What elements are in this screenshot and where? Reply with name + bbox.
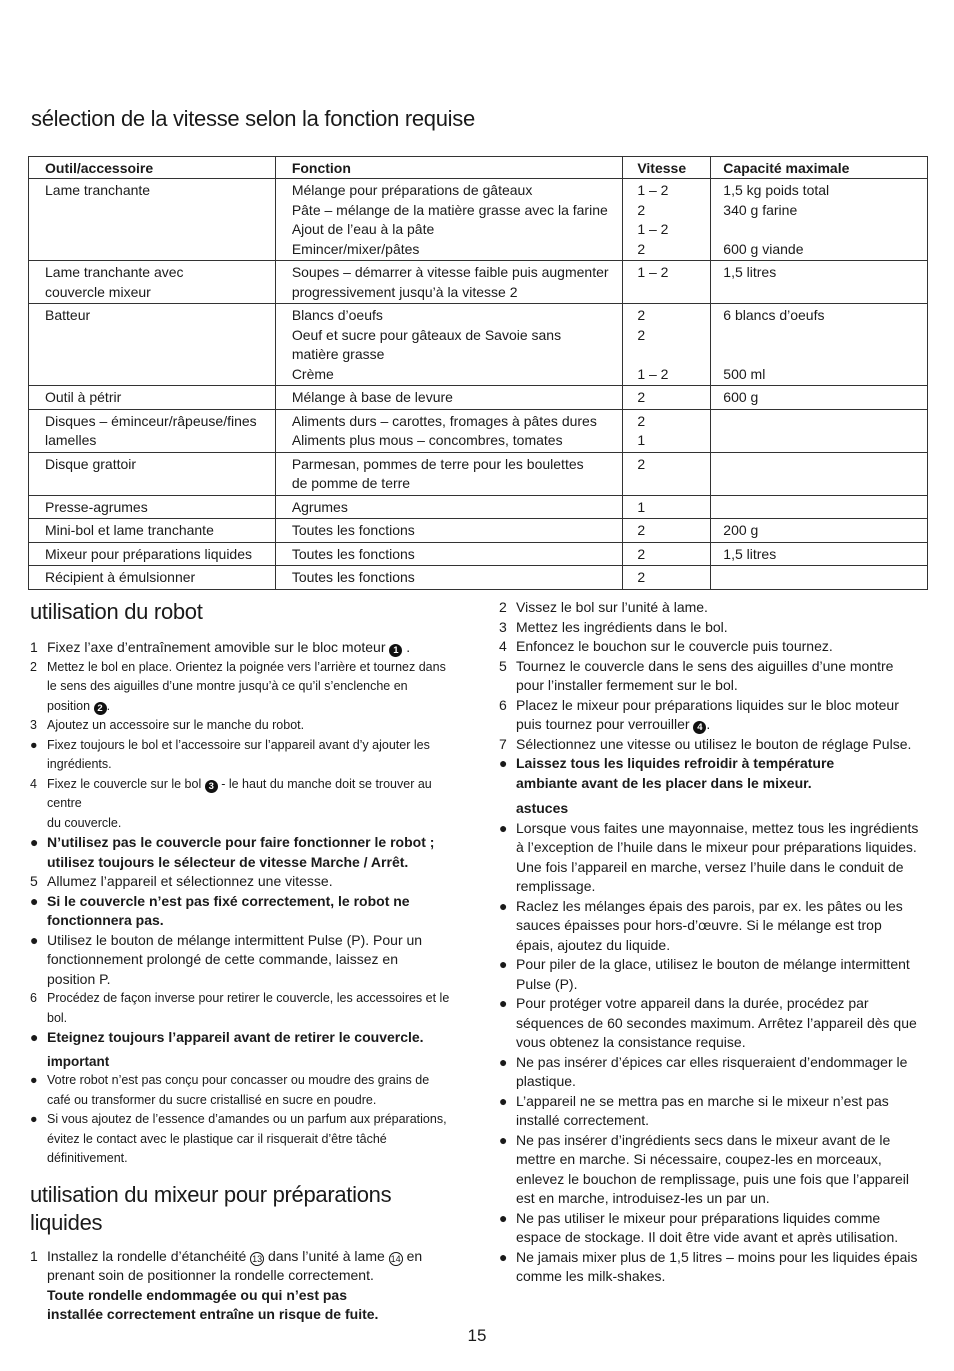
robot-bullet-1 xyxy=(30,736,455,775)
cell-line: 340 g farine xyxy=(723,201,798,218)
step-number: 3 xyxy=(499,618,507,635)
step-text-tail: . xyxy=(706,716,711,732)
cell-line: Presse-agrumes xyxy=(45,498,148,515)
table-cell-function xyxy=(275,519,623,543)
tip-line: vous obtenez la consistance requise. xyxy=(516,1034,746,1050)
robot-bullet-7 xyxy=(30,1110,455,1169)
cell-line: matière grasse xyxy=(291,346,385,362)
robot-step-1 xyxy=(30,638,455,658)
tip-line: à l’exception de l’huile dans le mixeur pour préparations liquides. xyxy=(516,839,917,855)
bullet-line: utilisez toujours le sélecteur de vitesse Marche / Arrêt. xyxy=(47,853,409,870)
tips-list xyxy=(499,819,929,1287)
tip-line: Ne pas insérer d’ingrédients secs dans le mixeur avant de le xyxy=(516,1131,891,1148)
table-cell-tool xyxy=(29,386,276,410)
bullet-icon: ● xyxy=(499,1092,508,1109)
robot-step-4 xyxy=(30,775,455,834)
table-row xyxy=(29,261,928,304)
blender-step-6 xyxy=(499,696,929,735)
step-line: Placez le mixeur pour préparations liquides sur le bloc moteur xyxy=(516,696,899,713)
cell-line xyxy=(723,412,915,432)
blender-step-2 xyxy=(499,598,929,618)
step-number: 4 xyxy=(30,776,37,791)
tip-line: Ne pas utiliser le mixeur pour préparations liquides comme xyxy=(516,1209,881,1226)
step-text: dans l’unité à lame xyxy=(268,1247,385,1264)
ref-number-icon: 3 xyxy=(205,780,218,793)
bullet-line: fonctionnera pas. xyxy=(47,912,164,928)
cell-line: Pâte – mélange de la matière grasse avec la farine xyxy=(291,201,608,218)
step-number: 1 xyxy=(30,639,38,655)
step-number: 4 xyxy=(499,638,507,654)
cell-line: Toutes les fonctions xyxy=(291,522,415,538)
tip-line: enlevez le bouchon de remplissage, puis une fois que l’appareil xyxy=(516,1170,910,1187)
heading-line: utilisation du mixeur pour préparations xyxy=(30,1181,392,1207)
table-cell-tool xyxy=(29,519,276,543)
tip-item xyxy=(499,1209,929,1248)
tip-line: installé correctement. xyxy=(516,1112,650,1128)
step-text: Ajoutez un accessoire sur le manche du robot. xyxy=(47,718,305,732)
table-cell-capacity xyxy=(711,566,928,590)
step-line: pour l’installer fermement sur le bol. xyxy=(516,677,738,693)
cell-line: 2 xyxy=(637,389,646,405)
cell-line xyxy=(723,345,915,365)
step-number: 3 xyxy=(30,718,37,732)
right-column xyxy=(499,598,929,1287)
bullet-line: définitivement. xyxy=(47,1151,128,1165)
step-text: Allumez l’appareil et sélectionnez une vitesse. xyxy=(47,873,333,889)
robot-step-2 xyxy=(30,658,455,717)
speed-table xyxy=(28,156,928,590)
tip-item xyxy=(499,819,929,897)
cell-line: 1,5 litres xyxy=(723,264,777,280)
tip-line: Ne pas insérer d’épices car elles risqueraient d’endommager le xyxy=(516,1053,908,1070)
step-text: Vissez le bol sur l’unité à lame. xyxy=(516,599,708,615)
table-cell-capacity xyxy=(711,386,928,410)
step-text: Fixez le couvercle sur le bol xyxy=(47,776,202,791)
tip-line: Ne jamais mixer plus de 1,5 litres – moins pour les liquides épais xyxy=(516,1248,918,1265)
table-cell-function xyxy=(275,179,623,261)
cell-line: 2 xyxy=(637,307,646,323)
cell-line xyxy=(723,568,915,588)
tip-line: comme les milk-shakes. xyxy=(516,1268,666,1284)
cell-line: Parmesan, pommes de terre pour les boulettes xyxy=(291,455,584,472)
step-line: du couvercle. xyxy=(47,815,122,830)
cell-line: 1 – 2 xyxy=(637,264,669,280)
tip-line: Une fois l’appareil en marche, versez l’huile dans le conduit de xyxy=(516,858,904,875)
table-header-row xyxy=(29,157,928,179)
cell-line: 2 xyxy=(637,201,646,218)
tip-line: espace de stockage. Il doit être vide avant et après utilisation. xyxy=(516,1229,899,1245)
cell-line: Disques – éminceur/râpeuse/fines xyxy=(45,412,257,429)
robot-step-3 xyxy=(30,716,455,736)
cell-line: de pomme de terre xyxy=(291,475,411,491)
cell-line: Blancs d’oeufs xyxy=(291,307,383,323)
step-number: 2 xyxy=(499,599,507,615)
blender-step-7 xyxy=(499,735,929,755)
tip-line: plastique. xyxy=(516,1073,576,1089)
cell-line xyxy=(723,220,915,240)
cell-line: 1 – 2 xyxy=(637,365,669,382)
tip-line: Pour protéger votre appareil dans la durée, procédez par xyxy=(516,995,869,1011)
ref-number-icon: 13 xyxy=(252,1253,263,1264)
tip-item xyxy=(499,897,929,956)
table-cell-tool xyxy=(29,409,276,452)
section-heading-blender xyxy=(30,1181,455,1237)
header-tool: Outil/accessoire xyxy=(29,157,276,179)
table-cell-tool xyxy=(29,261,276,304)
cell-line: Mélange pour préparations de gâteaux xyxy=(291,182,533,198)
step-number: 1 xyxy=(30,1247,38,1264)
tip-line: épais, ajoutez du liquide. xyxy=(516,936,671,953)
table-cell-speed xyxy=(623,519,711,543)
table-cell-tool xyxy=(29,452,276,495)
cell-line: Toutes les fonctions xyxy=(291,569,415,585)
cell-line: Ajout de l’eau à la pâte xyxy=(291,221,435,237)
cell-line: 1 xyxy=(637,432,646,448)
step-text: Enfoncez le bouchon sur le couvercle puis tournez. xyxy=(516,638,833,654)
bullet-line: Si le couvercle n’est pas fixé correctement, le robot ne xyxy=(47,892,410,909)
cell-line xyxy=(637,345,698,365)
robot-step-5 xyxy=(30,872,455,892)
step-text: Sélectionnez une vitesse ou utilisez le bouton de réglage Pulse. xyxy=(516,735,912,752)
ref-number-icon: 2 xyxy=(94,702,107,715)
cell-line: Soupes – démarrer à vitesse faible puis augmenter xyxy=(291,264,609,280)
cell-line: progressivement jusqu’à la vitesse 2 xyxy=(291,283,518,300)
step-text: Installez la rondelle d’étanchéité xyxy=(47,1247,247,1264)
table-cell-tool xyxy=(29,566,276,590)
heading-line: liquides xyxy=(30,1209,103,1235)
bullet-icon: ● xyxy=(499,897,508,914)
bullet-line: Laissez tous les liquides refroidir à température xyxy=(516,755,835,771)
header-capacity: Capacité maximale xyxy=(711,157,928,179)
table-cell-tool xyxy=(29,542,276,566)
table-row xyxy=(29,409,928,452)
table-cell-speed xyxy=(623,304,711,386)
tip-line: Pour piler de la glace, utilisez le bouton de mélange intermittent xyxy=(516,956,910,972)
important-heading: important xyxy=(47,1053,110,1069)
table-row xyxy=(29,179,928,261)
cell-line: 600 g viande xyxy=(723,240,804,257)
tip-item xyxy=(499,994,929,1053)
cell-line: Mélange à base de levure xyxy=(291,389,453,405)
step-line: Mettez le bol en place. Orientez la poignée vers l’arrière et tournez dans xyxy=(47,659,446,674)
cell-line: Toutes les fonctions xyxy=(291,545,415,562)
step-line: le sens des aiguilles d’une montre jusqu’à ce qu’il s’enclenche en xyxy=(47,679,408,693)
cell-line: 600 g xyxy=(723,389,759,405)
warning-line: installée correctement entraîne un risque de fuite. xyxy=(47,1306,379,1322)
table-row xyxy=(29,542,928,566)
robot-bullet-2 xyxy=(30,833,455,872)
blender-bullet-1 xyxy=(499,754,929,793)
section-heading-robot: utilisation du robot xyxy=(30,599,203,624)
cell-line: 1 – 2 xyxy=(637,221,669,237)
bullet-icon: ● xyxy=(30,834,39,850)
step-line: Procédez de façon inverse pour retirer le couvercle, les accessoires et le xyxy=(47,991,450,1005)
tip-line: est en marche, introduisez-les un par un. xyxy=(516,1190,770,1206)
cell-line: Oeuf et sucre pour gâteaux de Savoie sans xyxy=(291,326,562,343)
cell-line: 1,5 kg poids total xyxy=(723,182,830,198)
robot-bullet-5 xyxy=(30,1028,455,1048)
bullet-line: N’utilisez pas le couvercle pour faire fonctionner le robot ; xyxy=(47,834,435,850)
cell-line xyxy=(723,498,915,518)
cell-line: Disque grattoir xyxy=(45,455,137,472)
table-cell-capacity xyxy=(711,304,928,386)
cell-line: 500 ml xyxy=(723,365,766,382)
table-cell-speed xyxy=(623,386,711,410)
robot-bullet-4 xyxy=(30,931,455,990)
cell-line: Outil à pétrir xyxy=(45,389,122,405)
table-cell-function xyxy=(275,566,623,590)
tip-line: remplissage. xyxy=(516,878,596,894)
robot-bullet-3 xyxy=(30,892,455,931)
table-cell-speed xyxy=(623,452,711,495)
robot-step-6 xyxy=(30,989,455,1028)
table-row xyxy=(29,304,928,386)
cell-line: Lame tranchante xyxy=(45,182,151,198)
bullet-line: fonctionnement prolongé de cette commande, laissez en xyxy=(47,951,398,967)
cell-line: Aliments durs – carottes, fromages à pâtes dures xyxy=(291,412,597,429)
bullet-line: ingrédients. xyxy=(47,757,112,771)
tips-heading: astuces xyxy=(516,800,569,816)
header-speed: Vitesse xyxy=(623,157,711,179)
cell-line: 2 xyxy=(637,412,646,429)
cell-line: Agrumes xyxy=(291,498,348,515)
table-cell-capacity xyxy=(711,519,928,543)
cell-line xyxy=(723,326,915,346)
cell-line: Lame tranchante avec xyxy=(45,264,184,280)
tip-item xyxy=(499,1092,929,1131)
table-cell-tool xyxy=(29,495,276,519)
bullet-line: ambiante avant de les placer dans le mixeur. xyxy=(516,774,812,791)
table-cell-capacity xyxy=(711,495,928,519)
bullet-line: Si vous ajoutez de l’essence d’amandes ou un parfum aux préparations, xyxy=(47,1112,447,1126)
bullet-line: évitez le contact avec le plastique car il risquerait d’être tâché xyxy=(47,1131,387,1146)
step-line: bol. xyxy=(47,1010,68,1025)
bullet-icon: ● xyxy=(499,1209,508,1226)
bullet-icon: ● xyxy=(30,737,38,752)
tip-item xyxy=(499,955,929,994)
bullet-icon: ● xyxy=(499,755,508,771)
tip-line: sauces épaisses pour hors-d’œuvre. Si le mélange est trop xyxy=(516,917,882,933)
cell-line: 1 xyxy=(637,498,646,515)
bullet-line: Fixez toujours le bol et l’accessoire sur l’appareil avant d’y ajouter les xyxy=(47,737,430,752)
step-number: 5 xyxy=(499,657,507,674)
cell-line: Aliments plus mous – concombres, tomates xyxy=(291,432,563,448)
tip-item xyxy=(499,1131,929,1209)
left-column xyxy=(30,598,455,1325)
page-title: sélection de la vitesse selon la fonction requise xyxy=(31,106,475,131)
table-cell-tool xyxy=(29,304,276,386)
step-text: - le haut du manche doit se trouver au centre xyxy=(47,776,432,810)
cell-line: 2 xyxy=(637,240,646,257)
bullet-icon: ● xyxy=(499,1248,508,1265)
bullet-line: café ou transformer du sucre cristallisé en sucre en poudre. xyxy=(47,1092,377,1107)
table-row xyxy=(29,495,928,519)
step-text: en xyxy=(406,1247,423,1264)
cell-line: lamelles xyxy=(45,432,97,448)
step-line: Tournez le couvercle dans le sens des aiguilles d’une montre xyxy=(516,657,894,674)
step-text: Fixez l’axe d’entraînement amovible sur le bloc moteur xyxy=(47,639,386,655)
table-cell-function xyxy=(275,304,623,386)
cell-line: 2 xyxy=(637,326,646,343)
cell-line: 2 xyxy=(637,522,646,538)
step-line: position xyxy=(47,698,91,713)
blender-step-4 xyxy=(499,637,929,657)
header-function: Fonction xyxy=(275,157,623,179)
step-number: 6 xyxy=(499,696,507,713)
table-cell-capacity xyxy=(711,409,928,452)
bullet-text: Eteignez toujours l’appareil avant de retirer le couvercle. xyxy=(47,1029,424,1045)
blender-step-5 xyxy=(499,657,929,696)
cell-line: Crème xyxy=(291,365,334,382)
bullet-icon: ● xyxy=(30,1073,38,1087)
robot-bullet-6 xyxy=(30,1071,455,1110)
cell-line: Récipient à émulsionner xyxy=(45,569,196,585)
table-cell-function xyxy=(275,542,623,566)
cell-line: Mixeur pour préparations liquides xyxy=(45,545,252,562)
warning-line: Toute rondelle endommagée ou qui n’est pas xyxy=(47,1286,348,1303)
step-text-tail: . xyxy=(406,639,411,655)
cell-line: 2 xyxy=(637,455,646,472)
ref-number-icon: 14 xyxy=(390,1253,401,1264)
bullet-icon: ● xyxy=(30,1029,39,1045)
cell-line: 200 g xyxy=(723,522,759,538)
tip-item xyxy=(499,1053,929,1092)
table-cell-speed xyxy=(623,179,711,261)
bullet-line: position P. xyxy=(47,970,111,987)
table-cell-function xyxy=(275,495,623,519)
bullet-icon: ● xyxy=(499,995,508,1011)
table-cell-speed xyxy=(623,409,711,452)
cell-line: Emincer/mixer/pâtes xyxy=(291,240,420,257)
ref-number-icon: 4 xyxy=(693,721,706,734)
table-cell-speed xyxy=(623,566,711,590)
cell-line: 2 xyxy=(637,545,646,562)
table-cell-capacity xyxy=(711,542,928,566)
table-row xyxy=(29,386,928,410)
blender-step-1 xyxy=(30,1247,455,1325)
table-row xyxy=(29,566,928,590)
tip-line: mettre en marche. Si nécessaire, coupez-les en morceaux, xyxy=(516,1151,882,1167)
bullet-icon: ● xyxy=(499,819,508,836)
tip-line: Lorsque vous faites une mayonnaise, mettez tous les ingrédients xyxy=(516,819,919,836)
cell-line xyxy=(723,455,915,475)
page-number: 15 xyxy=(467,1326,487,1345)
tip-line: L’appareil ne se mettra pas en marche si le mixeur n’est pas xyxy=(516,1092,889,1109)
blender-step-3 xyxy=(499,618,929,638)
cell-line: 1 – 2 xyxy=(637,182,669,198)
step-number: 2 xyxy=(30,659,37,674)
table-cell-capacity xyxy=(711,179,928,261)
step-text: Mettez les ingrédients dans le bol. xyxy=(516,618,728,635)
tip-line: Pulse (P). xyxy=(516,975,578,992)
bullet-line: Utilisez le bouton de mélange intermittent Pulse (P). Pour un xyxy=(47,931,423,948)
tip-item xyxy=(499,1248,929,1287)
step-number: 6 xyxy=(30,991,37,1005)
table-cell-speed xyxy=(623,542,711,566)
step-number: 5 xyxy=(30,873,38,889)
cell-line: 2 xyxy=(637,569,646,585)
tip-line: séquences de 60 secondes maximum. Arrêtez l’appareil dès que xyxy=(516,1014,917,1031)
step-text-tail: . xyxy=(106,698,111,713)
bullet-icon: ● xyxy=(499,1053,508,1070)
bullet-icon: ● xyxy=(30,931,39,948)
table-cell-capacity xyxy=(711,261,928,304)
cell-line: 6 blancs d’oeufs xyxy=(723,307,825,323)
step-line: puis tournez pour verrouiller xyxy=(516,716,690,732)
table-cell-tool xyxy=(29,179,276,261)
bullet-line: Votre robot n’est pas conçu pour concasser ou moudre des grains de xyxy=(47,1073,430,1087)
bullet-icon: ● xyxy=(499,956,508,972)
step-line: prenant soin de positionner la rondelle correctement. xyxy=(47,1267,374,1283)
bullet-icon: ● xyxy=(30,1112,38,1126)
table-row xyxy=(29,519,928,543)
table-cell-capacity xyxy=(711,452,928,495)
table-cell-function xyxy=(275,409,623,452)
step-number: 7 xyxy=(499,735,507,752)
bullet-icon: ● xyxy=(499,1131,508,1148)
table-cell-function xyxy=(275,261,623,304)
bullet-icon: ● xyxy=(30,892,39,909)
table-cell-function xyxy=(275,452,623,495)
table-cell-speed xyxy=(623,261,711,304)
tip-line: Raclez les mélanges épais des parois, par ex. les pâtes ou les xyxy=(516,897,903,914)
ref-number-icon: 1 xyxy=(389,644,402,657)
cell-line: Batteur xyxy=(45,307,91,323)
cell-line: 1,5 litres xyxy=(723,545,777,562)
table-cell-speed xyxy=(623,495,711,519)
table-row xyxy=(29,452,928,495)
cell-line: Mini-bol et lame tranchante xyxy=(45,522,214,538)
cell-line: couvercle mixeur xyxy=(45,283,151,300)
table-cell-function xyxy=(275,386,623,410)
